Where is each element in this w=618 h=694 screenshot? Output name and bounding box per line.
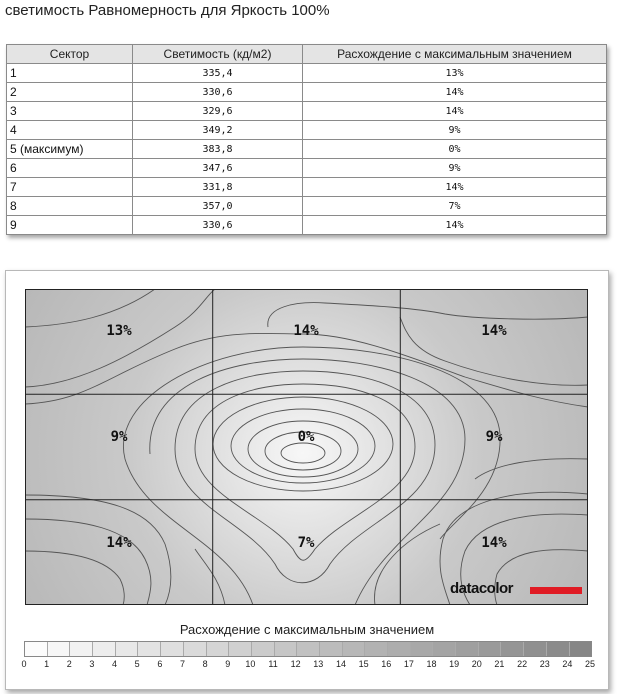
scale-tick-label: 9 <box>225 659 231 669</box>
scale-cell <box>48 642 71 656</box>
scale-cell <box>479 642 502 656</box>
sector-label-2: 14% <box>293 323 319 339</box>
deviation-cell: 0% <box>303 140 607 159</box>
table-row <box>7 140 607 159</box>
scale-cell <box>524 642 547 656</box>
scale-tick-label: 10 <box>245 659 256 669</box>
scale-cell <box>275 642 298 656</box>
legend-title: Расхождение с максимальным значением <box>179 622 435 637</box>
table-row <box>7 216 607 235</box>
scale-tick-label: 25 <box>584 659 596 669</box>
scale-cell <box>229 642 252 656</box>
page-title: светимость Равномерность для Яркость 100% <box>5 2 330 19</box>
scale-tick-label: 13 <box>313 659 324 669</box>
scale-tick-label: 16 <box>381 659 392 669</box>
scale-cell <box>138 642 161 656</box>
luminance-cell: 330,6 <box>133 83 303 102</box>
sector-cell: 8 <box>7 197 133 216</box>
scale-cell <box>116 642 139 656</box>
luminance-cell: 331,8 <box>133 178 303 197</box>
column-header-luminance: Светимость (кд/м2) <box>133 45 303 64</box>
column-header-sector: Сектор <box>7 45 133 64</box>
deviation-cell: 9% <box>303 121 607 140</box>
scale-tick-label: 4 <box>112 659 118 669</box>
scale-cell <box>365 642 388 656</box>
scale-tick-label: 15 <box>358 659 369 669</box>
color-scale-ticks <box>21 659 596 671</box>
sector-label-3: 14% <box>481 323 507 339</box>
scale-cell <box>343 642 366 656</box>
sector-cell: 7 <box>7 178 133 197</box>
column-header-deviation: Расхождение с максимальным значением <box>303 45 607 64</box>
scale-tick-label: 23 <box>539 659 550 669</box>
scale-cell <box>252 642 275 656</box>
scale-cell <box>456 642 479 656</box>
table-row <box>7 178 607 197</box>
scale-cell <box>320 642 343 656</box>
table-row <box>7 197 607 216</box>
color-scale <box>24 641 592 657</box>
scale-cell <box>547 642 570 656</box>
scale-cell <box>411 642 434 656</box>
table-header-row <box>7 45 607 64</box>
scale-tick-label: 2 <box>66 659 72 669</box>
deviation-cell: 13% <box>303 64 607 83</box>
scale-cell <box>570 642 592 656</box>
deviation-cell: 7% <box>303 197 607 216</box>
sector-cell: 9 <box>7 216 133 235</box>
scale-cell <box>297 642 320 656</box>
scale-cell <box>25 642 48 656</box>
datacolor-logo-bar <box>530 587 582 594</box>
scale-tick-label: 14 <box>335 659 346 669</box>
sector-label-4: 9% <box>110 429 128 445</box>
scale-tick-label: 21 <box>494 659 505 669</box>
scale-tick-label: 17 <box>403 659 414 669</box>
luminance-table <box>6 44 607 235</box>
scale-tick-label: 19 <box>449 659 460 669</box>
deviation-cell: 14% <box>303 178 607 197</box>
deviation-cell: 14% <box>303 102 607 121</box>
sector-cell: 5 (максимум) <box>7 140 133 159</box>
table-row <box>7 159 607 178</box>
datacolor-logo: datacolor <box>450 580 514 597</box>
sector-label-5: 0% <box>297 429 315 445</box>
sector-cell: 2 <box>7 83 133 102</box>
table-row <box>7 83 607 102</box>
deviation-cell: 9% <box>303 159 607 178</box>
sector-cell: 1 <box>7 64 133 83</box>
deviation-cell: 14% <box>303 83 607 102</box>
luminance-cell: 349,2 <box>133 121 303 140</box>
table-row <box>7 121 607 140</box>
sector-cell: 6 <box>7 159 133 178</box>
luminance-cell: 330,6 <box>133 216 303 235</box>
scale-cell <box>161 642 184 656</box>
scale-tick-label: 11 <box>268 659 278 669</box>
luminance-cell: 335,4 <box>133 64 303 83</box>
scale-tick-label: 20 <box>471 659 482 669</box>
scale-tick-label: 22 <box>517 659 528 669</box>
sector-cell: 4 <box>7 121 133 140</box>
scale-tick-label: 5 <box>134 659 140 669</box>
deviation-cell: 14% <box>303 216 607 235</box>
scale-cell <box>184 642 207 656</box>
scale-tick-label: 24 <box>562 659 573 669</box>
scale-tick-label: 8 <box>202 659 208 669</box>
scale-tick-label: 0 <box>21 659 27 669</box>
sector-label-1: 13% <box>106 323 132 339</box>
scale-cell <box>93 642 116 656</box>
scale-tick-label: 1 <box>44 659 50 669</box>
scale-tick-label: 18 <box>426 659 437 669</box>
sector-label-6: 9% <box>485 429 503 445</box>
scale-tick-label: 3 <box>89 659 95 669</box>
sector-label-8: 7% <box>297 535 315 551</box>
sector-cell: 3 <box>7 102 133 121</box>
scale-tick-label: 12 <box>290 659 301 669</box>
scale-cell <box>207 642 230 656</box>
luminance-cell: 357,0 <box>133 197 303 216</box>
luminance-cell: 347,6 <box>133 159 303 178</box>
scale-cell <box>501 642 524 656</box>
uniformity-heatmap-panel <box>5 270 609 690</box>
sector-label-9: 14% <box>481 535 507 551</box>
table-row <box>7 102 607 121</box>
luminance-cell: 329,6 <box>133 102 303 121</box>
luminance-cell: 383,8 <box>133 140 303 159</box>
scale-cell <box>70 642 93 656</box>
sector-label-7: 14% <box>106 535 132 551</box>
uniformity-heatmap <box>25 289 588 605</box>
table-row <box>7 64 607 83</box>
scale-tick-label: 7 <box>179 659 185 669</box>
scale-cell <box>388 642 411 656</box>
scale-cell <box>433 642 456 656</box>
scale-tick-label: 6 <box>157 659 163 669</box>
